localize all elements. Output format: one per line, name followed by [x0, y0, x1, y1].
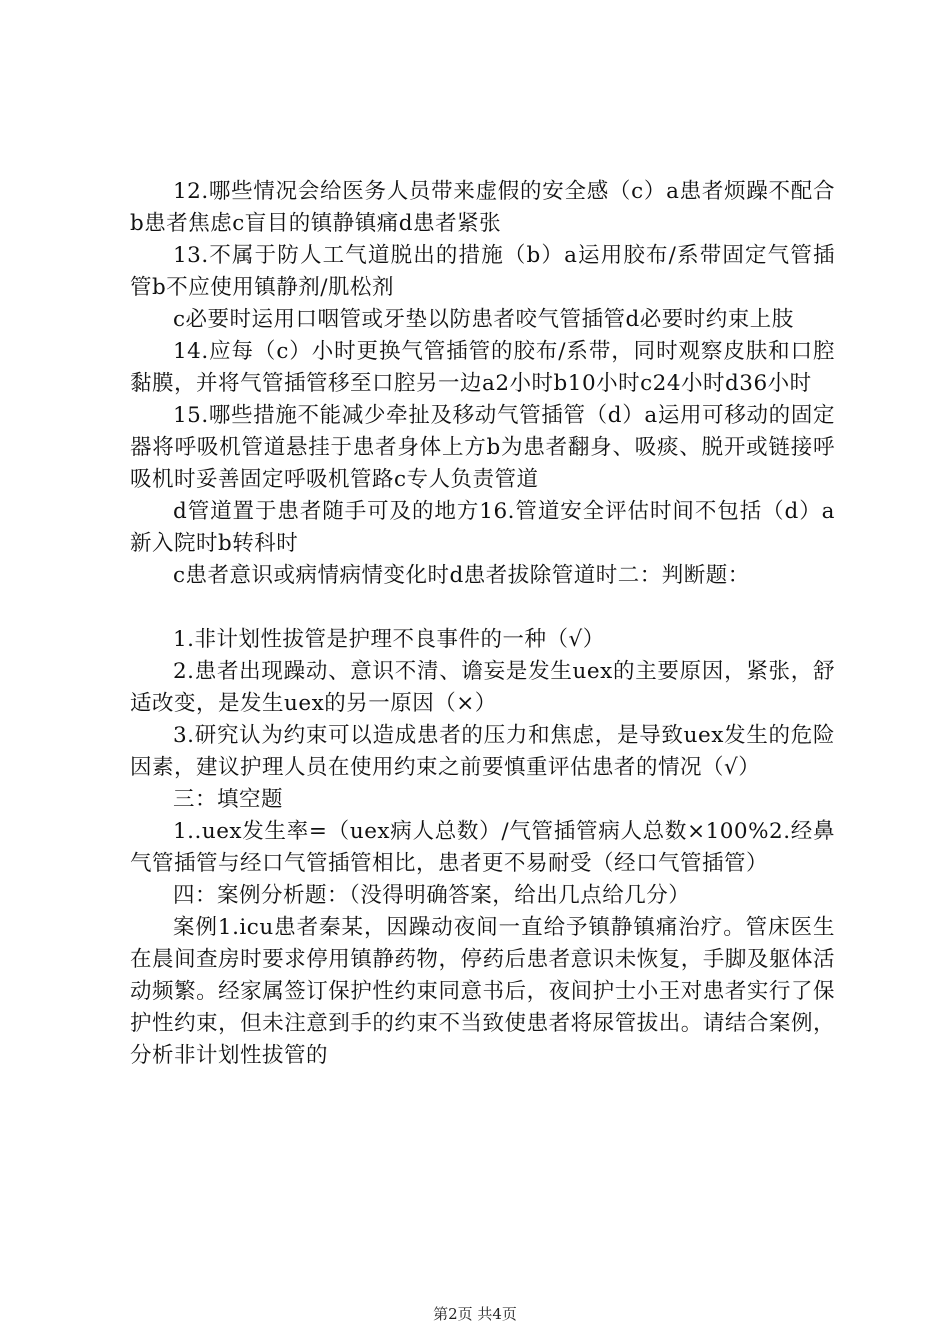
question-13-options: c必要时运用口咽管或牙垫以防患者咬气管插管d必要时约束上肢	[173, 307, 794, 332]
question-12: 12.哪些情况会给医务人员带来虚假的安全感（c）a患者烦躁不配合b患者焦虑c盲目的镇静镇痛d患者紧张	[130, 179, 835, 236]
case-1: 案例1.icu患者秦某，因躁动夜间一直给予镇静镇痛治疗。管床医生在晨间查房时要求停用镇静药物，停药后患者意识未恢复，手脚及躯体活动频繁。经家属签订保护性约束同意书后，夜间护士小王对患者实行了保护性约束，但未注意到手的约束不当致使患者将尿管拔出。请结合案例，分析非计划性拔管的	[130, 915, 835, 1068]
section-fill-in-heading: 三：填空题	[173, 787, 284, 812]
judgment-3: 3.研究认为约束可以造成患者的压力和焦虑，是导致uex发生的危险因素，建议护理人员在使用约束之前要慎重评估患者的情况（√）	[130, 723, 835, 780]
judgment-2: 2.患者出现躁动、意识不清、谵妄是发生uex的主要原因，紧张，舒适改变，是发生uex的另一原因（×）	[130, 659, 835, 716]
question-16: d管道置于患者随手可及的地方16.管道安全评估时间不包括（d）a新入院时b转科时	[130, 499, 835, 556]
question-14: 14.应每（c）小时更换气管插管的胶布/系带，同时观察皮肤和口腔黏膜，并将气管插管移至口腔另一边a2小时b10小时c24小时d36小时	[130, 339, 835, 396]
section-case-heading: 四：案例分析题：（没得明确答案，给出几点给几分）	[173, 883, 691, 908]
question-16-options: c患者意识或病情病情变化时d患者拔除管道时二：判断题：	[173, 563, 750, 588]
fill-in-1: 1..uex发生率=（uex病人总数）/气管插管病人总数×100%2.经鼻气管插管与经口气管插管相比，患者更不易耐受（经口气管插管）	[130, 819, 835, 876]
page-number: 第2页 共4页	[433, 1305, 517, 1323]
document-body	[130, 176, 835, 1072]
judgment-1: 1.非计划性拔管是护理不良事件的一种（√）	[173, 627, 605, 652]
question-15: 15.哪些措施不能减少牵扯及移动气管插管（d）a运用可移动的固定器将呼吸机管道悬挂于患者身体上方b为患者翻身、吸痰、脱开或链接呼吸机时妥善固定呼吸机管路c专人负责管道	[130, 403, 835, 492]
question-13: 13.不属于防人工气道脱出的措施（b）a运用胶布/系带固定气管插管b不应使用镇静剂/肌松剂	[130, 243, 835, 300]
